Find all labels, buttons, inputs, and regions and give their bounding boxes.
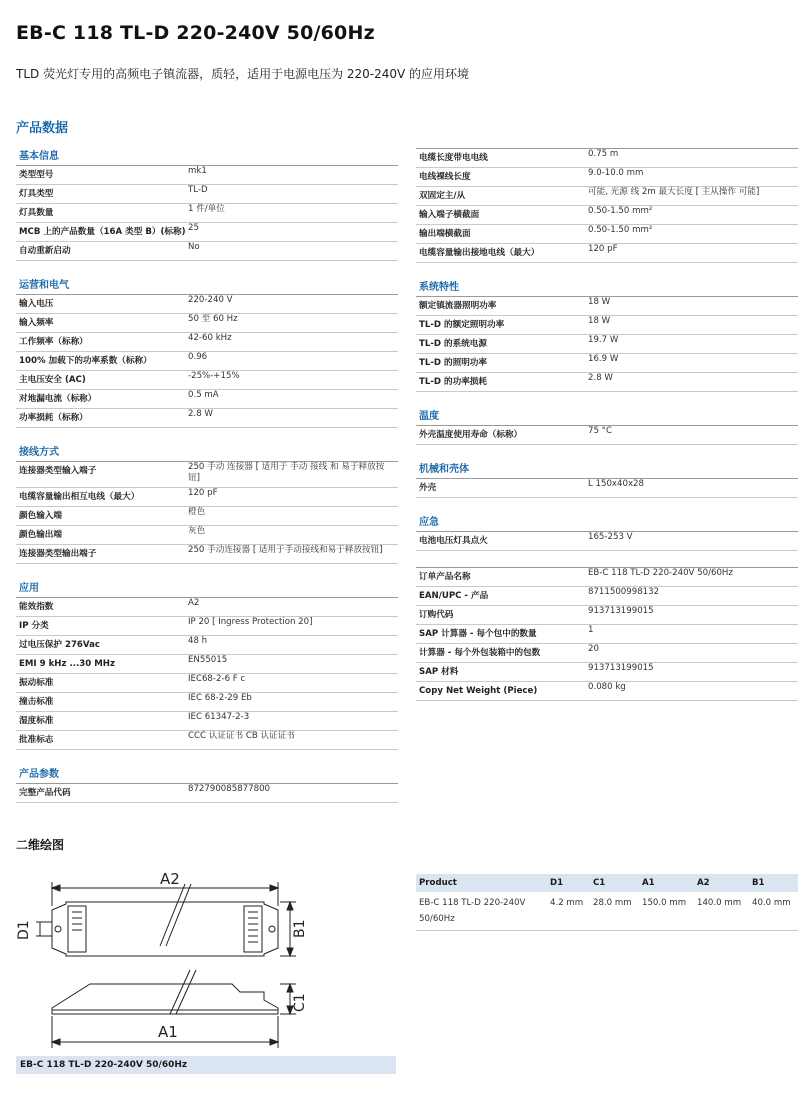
- spec-row: [416, 373, 798, 392]
- spec-value: 75 °C: [588, 426, 612, 436]
- spec-value: 2.8 W: [188, 409, 213, 419]
- drawing-caption: EB-C 118 TL-D 220-240V 50/60Hz: [16, 1056, 396, 1074]
- product-description: TLD 荧光灯专用的高频电子镇流器，质轻，适用于电源电压为 220-240V 的应用环境: [16, 67, 470, 81]
- spec-group-title: 接线方式: [16, 444, 398, 462]
- cell-c1: 28.0 mm: [590, 892, 639, 931]
- spec-label: 输入频率: [19, 318, 54, 328]
- spec-label: 计算器 - 每个外包装箱中的包数: [419, 648, 541, 658]
- spec-group-title: 基本信息: [16, 148, 398, 166]
- spec-value: IEC 68-2-29 Eb: [188, 693, 252, 703]
- header-b1: B1: [749, 874, 798, 892]
- spec-group: [416, 279, 798, 392]
- spec-label: 电池电压灯具点火: [419, 536, 488, 546]
- spec-label: 灯具数量: [19, 208, 54, 218]
- spec-value: -25%-+15%: [188, 371, 240, 381]
- spec-group-title: 温度: [416, 408, 798, 426]
- page-title: EB-C 118 TL-D 220-240V 50/60Hz: [16, 22, 375, 44]
- spec-label: 完整产品代码: [19, 788, 71, 798]
- spec-label: 外壳温度使用寿命（标称）: [419, 430, 523, 440]
- spec-value: IEC 61347-2-3: [188, 712, 250, 722]
- cell-product: EB-C 118 TL-D 220-240V 50/60Hz: [416, 892, 547, 931]
- spec-label: 振动标准: [19, 678, 54, 688]
- spec-group-title: 系统特性: [416, 279, 798, 297]
- cell-a2: 140.0 mm: [694, 892, 749, 931]
- spec-label: SAP 材料: [419, 667, 459, 677]
- spec-value: 可能, 光源 线 2m 最大长度 [ 主从操作 可能]: [588, 187, 760, 197]
- spec-label: 主电压安全 (AC): [19, 375, 86, 385]
- dimension-drawing: [10, 866, 308, 1056]
- spec-label: 过电压保护 276Vac: [19, 640, 100, 650]
- spec-label: 颜色输出端: [19, 530, 62, 540]
- spec-value: 250 手动 连接器 [ 适用于 手动 接线 和 易于释放按钮]: [188, 462, 385, 483]
- spec-label: 外壳: [419, 483, 437, 493]
- spec-value: EN55015: [188, 655, 228, 665]
- header-a2: A2: [694, 874, 749, 892]
- spec-group: [416, 514, 798, 551]
- spec-value: 1: [588, 625, 594, 635]
- spec-label: Copy Net Weight (Piece): [419, 686, 538, 696]
- right-spec-column: [416, 148, 798, 717]
- spec-value: 872790085877800: [188, 784, 271, 794]
- spec-value: 0.080 kg: [588, 682, 626, 692]
- spec-label: 灯具类型: [19, 189, 54, 199]
- dimension-drawing-title: 二维绘图: [16, 838, 65, 852]
- dim-label-b1: B1: [292, 919, 308, 938]
- header-d1: D1: [547, 874, 590, 892]
- spec-value: TL-D: [188, 185, 208, 195]
- spec-value: 2.8 W: [588, 373, 613, 383]
- spec-value: 18 W: [588, 297, 611, 307]
- spec-label: 类型型号: [19, 170, 54, 180]
- spec-value: 0.75 m: [588, 149, 619, 159]
- spec-group: [16, 277, 398, 428]
- spec-label: 能效指数: [19, 602, 54, 612]
- spec-value: No: [188, 242, 200, 252]
- cell-a1: 150.0 mm: [639, 892, 694, 931]
- spec-value: 250 手动连接器 [ 适用于手动接线和易于释放按钮]: [188, 545, 383, 555]
- dimension-table-row: [416, 892, 798, 931]
- dim-label-c1: C1: [292, 993, 308, 1012]
- spec-label: 电线裸线长度: [419, 172, 471, 182]
- spec-group-title: 产品参数: [16, 766, 398, 784]
- spec-label: TL-D 的额定照明功率: [419, 320, 505, 330]
- spec-label: TL-D 的功率损耗: [419, 377, 487, 387]
- spec-value: 50 至 60 Hz: [188, 314, 238, 324]
- header-product: Product: [416, 874, 547, 892]
- spec-label: 订单产品名称: [419, 572, 471, 582]
- cell-b1: 40.0 mm: [749, 892, 798, 931]
- spec-label: 自动重新启动: [19, 246, 71, 256]
- spec-value: 灰色: [188, 526, 206, 536]
- spec-group: [16, 444, 398, 564]
- spec-group: [16, 766, 398, 803]
- dimension-table: [416, 874, 798, 931]
- spec-label: 双固定主/从: [419, 191, 466, 201]
- spec-group: [16, 580, 398, 750]
- spec-group-title: 机械和壳体: [416, 461, 798, 479]
- header-c1: C1: [590, 874, 639, 892]
- spec-label: 撞击标准: [19, 697, 54, 707]
- spec-label: SAP 计算器 - 每个包中的数量: [419, 629, 537, 639]
- dim-label-a2: A2: [160, 870, 180, 888]
- spec-row: [16, 731, 398, 750]
- section-title: 产品数据: [16, 121, 69, 136]
- spec-value: L 150x40x28: [588, 479, 644, 489]
- spec-row: [16, 409, 398, 428]
- spec-value: 25: [188, 223, 199, 233]
- spec-label: 批准标志: [19, 735, 54, 745]
- dimension-table-header: [416, 874, 798, 892]
- spec-value: 220-240 V: [188, 295, 233, 305]
- spec-label: TL-D 的照明功率: [419, 358, 487, 368]
- spec-label: 电缆长度带电电线: [419, 153, 488, 163]
- spec-label: EMI 9 kHz ...30 MHz: [19, 659, 115, 669]
- spec-value: 913713199015: [588, 606, 654, 616]
- spec-group: [416, 408, 798, 445]
- spec-value: A2: [188, 598, 200, 608]
- spec-value: 18 W: [588, 316, 611, 326]
- spec-row: [416, 479, 798, 498]
- spec-group-title: 应用: [16, 580, 398, 598]
- spec-row: [416, 532, 798, 551]
- spec-value: IEC68-2-6 F c: [188, 674, 246, 684]
- spec-group: [16, 148, 398, 261]
- spec-value: CCC 认证证书 CB 认证证书: [188, 731, 295, 741]
- spec-group-title: 运营和电气: [16, 277, 398, 295]
- spec-value: 19.7 W: [588, 335, 619, 345]
- spec-label: 输入电压: [19, 299, 54, 309]
- spec-value: 8711500998132: [588, 587, 660, 597]
- spec-value: 120 pF: [588, 244, 618, 254]
- spec-row: [416, 244, 798, 263]
- spec-label: 湿度标准: [19, 716, 54, 726]
- spec-value: 0.50-1.50 mm²: [588, 206, 653, 216]
- spec-value: 橙色: [188, 507, 206, 517]
- cell-d1: 4.2 mm: [547, 892, 590, 931]
- spec-value: mk1: [188, 166, 207, 176]
- spec-label: 工作频率（标称）: [19, 337, 88, 347]
- spec-row: [16, 242, 398, 261]
- dim-label-a1: A1: [158, 1023, 178, 1041]
- header-a1: A1: [639, 874, 694, 892]
- spec-label: 电缆容量输出相互电线（最大）: [19, 492, 140, 502]
- spec-value: 0.5 mA: [188, 390, 219, 400]
- spec-value: 0.96: [188, 352, 208, 362]
- spec-value: 1 件/单位: [188, 204, 225, 214]
- spec-value: 120 pF: [188, 488, 218, 498]
- spec-label: IP 分类: [19, 621, 49, 631]
- spec-label: 颜色输入端: [19, 511, 62, 521]
- spec-value: 9.0-10.0 mm: [588, 168, 644, 178]
- spec-value: 913713199015: [588, 663, 654, 673]
- spec-label: 电缆容量输出接地电线（最大）: [419, 248, 540, 258]
- spec-value: 0.50-1.50 mm²: [588, 225, 653, 235]
- spec-value: 48 h: [188, 636, 208, 646]
- spec-label: 输出端横截面: [419, 229, 471, 239]
- spec-group: [416, 567, 798, 701]
- left-spec-column: [16, 148, 398, 819]
- spec-label: 额定镇流器照明功率: [419, 301, 497, 311]
- spec-label: 功率损耗（标称）: [19, 413, 88, 423]
- spec-value: 16.9 W: [588, 354, 619, 364]
- dim-label-d1: D1: [16, 920, 32, 940]
- spec-value: EB-C 118 TL-D 220-240V 50/60Hz: [588, 568, 733, 578]
- spec-label: 连接器类型输出端子: [19, 549, 97, 559]
- spec-value: 42-60 kHz: [188, 333, 232, 343]
- spec-group: [416, 461, 798, 498]
- spec-label: 对地漏电流（标称）: [19, 394, 97, 404]
- spec-group: [416, 148, 798, 263]
- spec-value: IP 20 [ Ingress Protection 20]: [188, 617, 313, 627]
- spec-row: [16, 784, 398, 803]
- spec-group-title: 应急: [416, 514, 798, 532]
- spec-value: 20: [588, 644, 599, 654]
- spec-row: [416, 426, 798, 445]
- spec-value: 165-253 V: [588, 532, 633, 542]
- spec-row: [16, 545, 398, 564]
- spec-label: TL-D 的系统电源: [419, 339, 487, 349]
- spec-label: 连接器类型输入端子: [19, 466, 97, 476]
- spec-label: 100% 加载下的功率系数（标称）: [19, 356, 152, 366]
- spec-label: EAN/UPC - 产品: [419, 591, 489, 601]
- spec-row: [416, 682, 798, 701]
- spec-label: 输入端子横截面: [419, 210, 480, 220]
- spec-label: 订购代码: [419, 610, 454, 620]
- spec-label: MCB 上的产品数量（16A 类型 B）(标称): [19, 227, 186, 237]
